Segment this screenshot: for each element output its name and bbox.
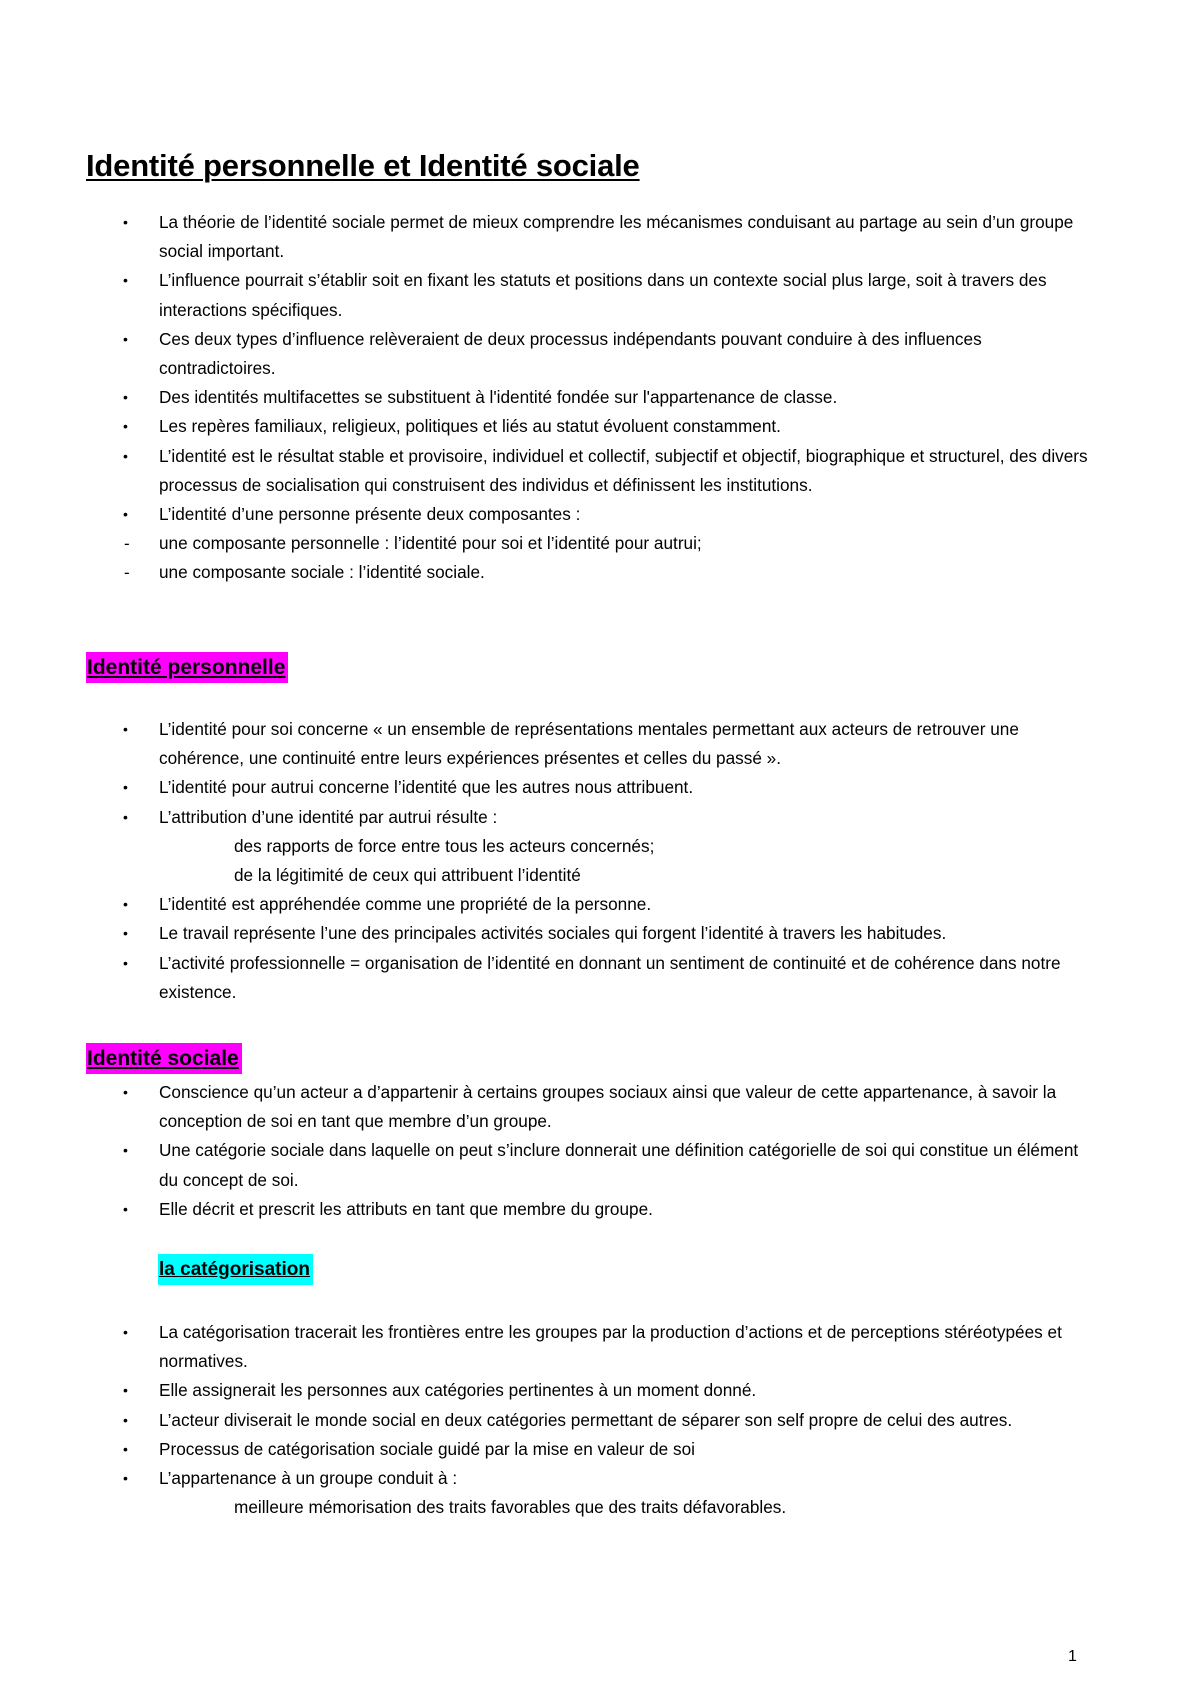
list-item-text: Le travail représente l’une des principales activités sociales qui forgent l’identité à travers les habitudes. — [159, 923, 947, 944]
list-item-text: Des identités multifacettes se substituent à l'identité fondée sur l'appartenance de classe. — [159, 387, 838, 408]
bullet-marker: • — [123, 1470, 128, 1487]
bullet-marker: • — [123, 330, 128, 347]
list-item-text: L’identité d’une personne présente deux composantes : — [159, 504, 581, 525]
list-item — [0, 773, 1089, 802]
list-item — [0, 529, 1089, 558]
list-item — [0, 412, 1089, 441]
list-item-text: La catégorisation tracerait les frontières entre les groupes par la production d’actions et de perceptions stéréotypées et normatives. — [159, 1322, 1062, 1372]
personal-list — [0, 715, 1200, 1007]
list-item-text: Conscience qu’un acteur a d’appartenir à certains groupes sociaux ainsi que valeur de cette appartenance, à savoir la conception de soi en tant que membre d’un groupe. — [159, 1082, 1057, 1132]
list-item-text: des rapports de force entre tous les acteurs concernés; — [234, 835, 655, 856]
bullet-marker: • — [123, 1382, 128, 1399]
dash-marker: - — [124, 534, 130, 554]
list-item — [0, 949, 1089, 1007]
list-item-text: Processus de catégorisation sociale guidé par la mise en valeur de soi — [159, 1438, 695, 1459]
bullet-marker: • — [123, 1440, 128, 1457]
list-item — [0, 1406, 1089, 1435]
list-item-text: L’activité professionnelle = organisation de l’identité en donnant un sentiment de continuité et de cohérence dans notre existence. — [159, 952, 1061, 1002]
list-item — [0, 442, 1089, 500]
list-item — [0, 1195, 1089, 1224]
list-item-text: L’influence pourrait s’établir soit en fixant les statuts et positions dans un contexte social plus large, soit à travers des interactions spécifiques. — [159, 270, 1047, 320]
list-item-text: Ces deux types d’influence relèveraient de deux processus indépendants pouvant conduire à des influences contradictoires. — [159, 328, 982, 379]
subsection-heading-categorisation: la catégorisation — [158, 1254, 313, 1285]
bullet-marker: • — [123, 1084, 128, 1100]
list-item-text: de la légitimité de ceux qui attribuent l’identité — [234, 865, 581, 886]
list-item — [0, 558, 1089, 587]
bullet-marker: • — [123, 389, 128, 406]
dash-marker: - — [124, 563, 130, 583]
bullet-marker: • — [123, 779, 128, 796]
bullet-marker: • — [123, 418, 128, 435]
bullet-marker: • — [123, 1142, 128, 1159]
categorisation-list — [0, 1318, 1200, 1522]
list-item-text: L’identité est appréhendée comme une propriété de la personne. — [159, 894, 652, 915]
bullet-marker: • — [123, 1200, 128, 1217]
list-item — [0, 919, 1089, 948]
bullet-marker: • — [123, 1324, 128, 1340]
list-item — [0, 1376, 1089, 1405]
list-item — [0, 832, 1094, 861]
list-item-text: L’identité est le résultat stable et provisoire, individuel et collectif, subjectif et objectif, biographique et structurel, des divers processus de socialisation qui construisent des individus et définissent les institutions. — [159, 445, 1088, 495]
list-item — [0, 890, 1089, 919]
bullet-marker: • — [123, 447, 128, 464]
list-item — [0, 1464, 1089, 1493]
list-item — [0, 383, 1089, 412]
page-number: 1 — [1068, 1648, 1077, 1665]
list-item-text: Une catégorie sociale dans laquelle on peut s’inclure donnerait une définition catégorielle de soi qui constitue un élément du concept de soi. — [159, 1140, 1079, 1190]
list-item-text: L’appartenance à un groupe conduit à : — [159, 1468, 458, 1489]
list-item-text: L’identité pour soi concerne « un ensemble de représentations mentales permettant aux acteurs de retrouver une cohérence, une continuité entre leurs expériences présentes et celles du passé ». — [159, 719, 1019, 769]
bullet-marker: • — [123, 896, 128, 913]
list-item — [0, 208, 1089, 266]
list-item-text: Elle décrit et prescrit les attributs en tant que membre du groupe. — [159, 1198, 653, 1219]
section-heading-personal: Identité personnelle — [86, 652, 288, 683]
bullet-marker: • — [123, 506, 128, 523]
list-item — [0, 1493, 1094, 1522]
list-item — [0, 500, 1089, 529]
bullet-marker: • — [123, 721, 128, 737]
list-item-text: L’acteur diviserait le monde social en deux catégories permettant de séparer son self propre de celui des autres. — [159, 1409, 1013, 1430]
list-item — [0, 1318, 1089, 1376]
list-item — [0, 861, 1094, 890]
list-item-text: une composante sociale : l’identité sociale. — [159, 562, 485, 583]
list-item-text: Elle assignerait les personnes aux catégories pertinentes à un moment donné. — [159, 1380, 757, 1401]
list-item — [0, 1435, 1089, 1464]
bullet-marker: • — [123, 272, 128, 289]
intro-list — [0, 208, 1200, 588]
list-item-text: une composante personnelle : l’identité pour soi et l’identité pour autrui; — [159, 533, 702, 554]
list-item-text: L’attribution d’une identité par autrui résulte : — [159, 806, 498, 827]
list-item — [0, 715, 1089, 773]
bullet-marker: • — [123, 954, 128, 971]
bullet-marker: • — [123, 214, 128, 230]
list-item-text: meilleure mémorisation des traits favorables que des traits défavorables. — [234, 1497, 787, 1518]
bullet-marker: • — [123, 925, 128, 942]
list-item — [0, 325, 1089, 383]
list-item — [0, 266, 1089, 324]
bullet-marker: • — [123, 808, 128, 825]
bullet-marker: • — [123, 1411, 128, 1428]
social-list — [0, 1078, 1200, 1224]
list-item — [0, 1136, 1089, 1194]
list-item — [0, 1078, 1089, 1136]
list-item-text: L’identité pour autrui concerne l’identité que les autres nous attribuent. — [159, 777, 694, 798]
list-item-text: Les repères familiaux, religieux, politiques et liés au statut évoluent constamment. — [159, 416, 781, 437]
section-heading-social: Identité sociale — [86, 1043, 242, 1074]
list-item-text: La théorie de l’identité sociale permet de mieux comprendre les mécanismes conduisant au partage au sein d’un groupe social important. — [159, 212, 1074, 262]
page-title: Identité personnelle et Identité sociale — [86, 148, 640, 183]
list-item — [0, 803, 1089, 832]
